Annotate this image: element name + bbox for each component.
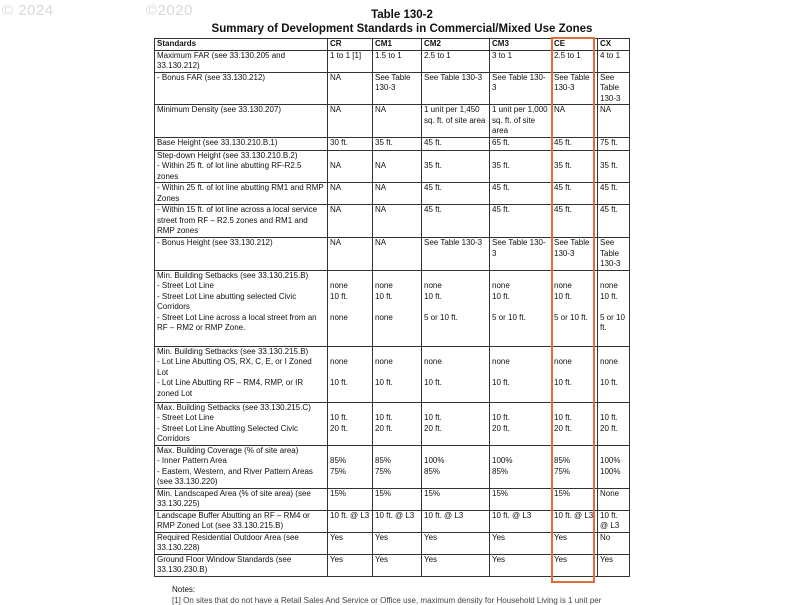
cell-cm3: 45 ft. xyxy=(490,183,552,205)
cell-ce: Yes xyxy=(552,532,598,554)
cell-standard: Max. Building Coverage (% of site area) - Inner Pattern Area - Eastern, Western, and River Pattern Areas (see 33.130.220) xyxy=(155,445,328,488)
cell-cx: None xyxy=(598,488,630,510)
cell-ce: 85% 75% xyxy=(552,445,598,488)
cell-cx: 45 ft. xyxy=(598,205,630,238)
cell-cr: Yes xyxy=(328,554,373,576)
cell-cm2: See Table 130-3 xyxy=(422,238,490,271)
cell-cm2: 45 ft. xyxy=(422,183,490,205)
cell-cm2: none 10 ft. xyxy=(422,346,490,402)
cell-ce: 10 ft. 20 ft. xyxy=(552,402,598,445)
cell-cm3: See Table 130-3 xyxy=(490,238,552,271)
cell-cx: 100% 100% xyxy=(598,445,630,488)
cell-cr: Yes xyxy=(328,532,373,554)
cell-cm3: 1 unit per 1,000 sq. ft. of site area xyxy=(490,105,552,138)
cell-cr: 1 to 1 [1] xyxy=(328,50,373,72)
table-row xyxy=(155,50,630,72)
cell-cm1: 35 ft. xyxy=(373,137,422,150)
cell-cx: NA xyxy=(598,105,630,138)
cell-cm3: 35 ft. xyxy=(490,150,552,183)
table-row xyxy=(155,510,630,532)
table-number: Table 130-2 xyxy=(371,9,433,21)
cell-cx: 35 ft. xyxy=(598,150,630,183)
cell-cm3: 3 to 1 xyxy=(490,50,552,72)
cell-cm2: 100% 85% xyxy=(422,445,490,488)
table-row xyxy=(155,183,630,205)
table-row xyxy=(155,554,630,576)
cell-cm2: Yes xyxy=(422,532,490,554)
watermark-copyright-2024: © 2024 xyxy=(2,2,54,19)
cell-cm2: 1 unit per 1,450 sq. ft. of site area xyxy=(422,105,490,138)
cell-cm1: See Table 130-3 xyxy=(373,72,422,105)
header-cx: CX xyxy=(598,39,630,51)
cell-cm3: Yes xyxy=(490,532,552,554)
cell-cm3: 45 ft. xyxy=(490,205,552,238)
table-row xyxy=(155,137,630,150)
cell-cx: 10 ft. 20 ft. xyxy=(598,402,630,445)
development-standards-table xyxy=(154,38,630,577)
cell-cm2: 10 ft. 20 ft. xyxy=(422,402,490,445)
header-cm3: CM3 xyxy=(490,39,552,51)
cell-cm3: 10 ft. 20 ft. xyxy=(490,402,552,445)
cell-cr: NA xyxy=(328,238,373,271)
table-row xyxy=(155,445,630,488)
cell-cx: none 10 ft. 5 or 10 ft. xyxy=(598,270,630,346)
cell-cm3: 100% 85% xyxy=(490,445,552,488)
header-cm2: CM2 xyxy=(422,39,490,51)
cell-cm1: 85% 75% xyxy=(373,445,422,488)
cell-cr: NA xyxy=(328,150,373,183)
cell-cr: 10 ft. 20 ft. xyxy=(328,402,373,445)
cell-cm1: 10 ft. 20 ft. xyxy=(373,402,422,445)
cell-cm1: 15% xyxy=(373,488,422,510)
cell-cm1: NA xyxy=(373,183,422,205)
cell-cm3: none 10 ft. 5 or 10 ft. xyxy=(490,270,552,346)
cell-ce: Yes xyxy=(552,554,598,576)
cell-ce: 45 ft. xyxy=(552,205,598,238)
cell-cx: No xyxy=(598,532,630,554)
cell-cm1: none 10 ft. xyxy=(373,346,422,402)
cell-cr: 85% 75% xyxy=(328,445,373,488)
cell-cr: NA xyxy=(328,205,373,238)
cell-ce: none 10 ft. 5 or 10 ft. xyxy=(552,270,598,346)
notes-label: Notes: xyxy=(172,585,196,594)
cell-cm1: NA xyxy=(373,105,422,138)
table-row xyxy=(155,238,630,271)
cell-standard: Base Height (see 33.130.210.B.1) xyxy=(155,137,328,150)
footnote-1: [1] On sites that do not have a Retail Sales And Service or Office use, maximum density for Household Living is 1 unit per xyxy=(172,596,602,605)
cell-cm2: See Table 130-3 xyxy=(422,72,490,105)
cell-cm1: Yes xyxy=(373,554,422,576)
cell-standard: Min. Building Setbacks (see 33.130.215.B) - Street Lot Line - Street Lot Line abutting selected Civic Corridors - Street Lot Line across a local street from an RF – RM2 or RMP Zone. xyxy=(155,270,328,346)
cell-cm3: 10 ft. @ L3 xyxy=(490,510,552,532)
cell-cr: 10 ft. @ L3 xyxy=(328,510,373,532)
cell-cm2: 45 ft. xyxy=(422,205,490,238)
cell-cm2: 15% xyxy=(422,488,490,510)
table-row xyxy=(155,150,630,183)
cell-cx: none 10 ft. xyxy=(598,346,630,402)
cell-ce: 45 ft. xyxy=(552,183,598,205)
cell-standard: - Bonus FAR (see 33.130.212) xyxy=(155,72,328,105)
cell-ce: See Table 130-3 xyxy=(552,72,598,105)
cell-cm1: none 10 ft. none xyxy=(373,270,422,346)
cell-ce: 45 ft. xyxy=(552,137,598,150)
cell-cm1: NA xyxy=(373,205,422,238)
cell-standard: Max. Building Setbacks (see 33.130.215.C) - Street Lot Line - Street Lot Line Abutting Selected Civic Corridors xyxy=(155,402,328,445)
cell-cm3: See Table 130-3 xyxy=(490,72,552,105)
table-row xyxy=(155,105,630,138)
cell-cr: none 10 ft. xyxy=(328,346,373,402)
table-header-row xyxy=(155,39,630,51)
cell-cx: See Table 130-3 xyxy=(598,72,630,105)
table-row xyxy=(155,532,630,554)
header-cm1: CM1 xyxy=(373,39,422,51)
watermark-copyright-2020: ©2020 xyxy=(146,2,193,19)
cell-standard: Step-down Height (see 33.130.210.B.2) - Within 25 ft. of lot line abutting RF-R2.5 zones xyxy=(155,150,328,183)
cell-cm3: 15% xyxy=(490,488,552,510)
header-ce: CE xyxy=(552,39,598,51)
cell-cr: NA xyxy=(328,72,373,105)
table-row xyxy=(155,72,630,105)
cell-standard: Ground Floor Window Standards (see 33.130.230.B) xyxy=(155,554,328,576)
cell-standard: - Within 15 ft. of lot line across a local service street from RF – R2.5 zones and RM1 and RMP zones xyxy=(155,205,328,238)
cell-standard: Maximum FAR (see 33.130.205 and 33.130.212) xyxy=(155,50,328,72)
header-standards: Standards xyxy=(155,39,328,51)
cell-cr: 15% xyxy=(328,488,373,510)
cell-cx: 75 ft. xyxy=(598,137,630,150)
cell-standard: Required Residential Outdoor Area (see 33.130.228) xyxy=(155,532,328,554)
cell-standard: - Bonus Height (see 33.130.212) xyxy=(155,238,328,271)
cell-cm1: NA xyxy=(373,238,422,271)
cell-cm1: Yes xyxy=(373,532,422,554)
cell-standard: - Within 25 ft. of lot line abutting RM1 and RMP Zones xyxy=(155,183,328,205)
cell-cr: NA xyxy=(328,183,373,205)
cell-ce: none 10 ft. xyxy=(552,346,598,402)
cell-cr: NA xyxy=(328,105,373,138)
cell-cm1: NA xyxy=(373,150,422,183)
table-row xyxy=(155,270,630,346)
cell-ce: 15% xyxy=(552,488,598,510)
cell-ce: 2.5 to 1 xyxy=(552,50,598,72)
cell-cx: 45 ft. xyxy=(598,183,630,205)
cell-cm3: Yes xyxy=(490,554,552,576)
cell-cm2: 10 ft. @ L3 xyxy=(422,510,490,532)
cell-cm2: 45 ft. xyxy=(422,137,490,150)
cell-cm2: 2.5 to 1 xyxy=(422,50,490,72)
cell-standard: Minimum Density (see 33.130.207) xyxy=(155,105,328,138)
header-cr: CR xyxy=(328,39,373,51)
cell-cr: none 10 ft. none xyxy=(328,270,373,346)
table-row xyxy=(155,205,630,238)
cell-cm2: Yes xyxy=(422,554,490,576)
cell-standard: Landscape Buffer Abutting an RF – RM4 or RMP Zoned Lot (see 33.130.215.B) xyxy=(155,510,328,532)
cell-cm3: none 10 ft. xyxy=(490,346,552,402)
cell-cx: Yes xyxy=(598,554,630,576)
table-title: Summary of Development Standards in Commercial/Mixed Use Zones xyxy=(211,23,593,35)
cell-cx: 10 ft. @ L3 xyxy=(598,510,630,532)
cell-cm3: 65 ft. xyxy=(490,137,552,150)
cell-ce: NA xyxy=(552,105,598,138)
cell-cm1: 1.5 to 1 xyxy=(373,50,422,72)
table-row xyxy=(155,346,630,402)
cell-ce: 10 ft. @ L3 xyxy=(552,510,598,532)
table-row xyxy=(155,402,630,445)
cell-cx: See Table 130-3 xyxy=(598,238,630,271)
table-row xyxy=(155,488,630,510)
cell-ce: See Table 130-3 xyxy=(552,238,598,271)
cell-ce: 35 ft. xyxy=(552,150,598,183)
cell-cr: 30 ft. xyxy=(328,137,373,150)
cell-standard: Min. Landscaped Area (% of site area) (see 33.130.225) xyxy=(155,488,328,510)
cell-cm2: 35 ft. xyxy=(422,150,490,183)
cell-cm2: none 10 ft. 5 or 10 ft. xyxy=(422,270,490,346)
cell-cm1: 10 ft. @ L3 xyxy=(373,510,422,532)
cell-standard: Min. Building Setbacks (see 33.130.215.B) - Lot Line Abutting OS, RX, C, E, or I Zoned Lot - Lot Line Abutting RF – RM4, RMP, or IR zoned Lot xyxy=(155,346,328,402)
cell-cx: 4 to 1 xyxy=(598,50,630,72)
